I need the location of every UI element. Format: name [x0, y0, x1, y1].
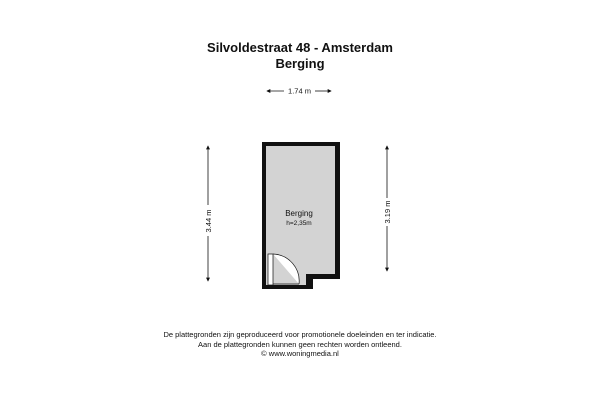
door-leaf [268, 254, 273, 285]
disclaimer-line-1: De plattegronden zijn geproduceerd voor promotionele doeleinden en ter indicatie. [163, 330, 437, 339]
right-height-label: 3.19 m [383, 200, 392, 224]
width-dimension-label: 1.74 m [288, 86, 311, 96]
floorplan-room-title: Berging [275, 56, 325, 71]
disclaimer-line-2: Aan de plattegronden kunnen geen rechten worden ontleend. [198, 339, 402, 349]
floorplan-address-title: Silvoldestraat 48 - Amsterdam [207, 40, 393, 55]
left-height-label: 3.44 m [204, 209, 213, 233]
room-label: Berging [285, 209, 313, 218]
left-height-dimension [204, 146, 213, 281]
right-height-dimension [383, 146, 392, 271]
copyright-line: © www.woningmedia.nl [261, 349, 339, 358]
room-ceiling-height: h=2,35m [286, 220, 312, 227]
width-dimension [267, 87, 331, 96]
